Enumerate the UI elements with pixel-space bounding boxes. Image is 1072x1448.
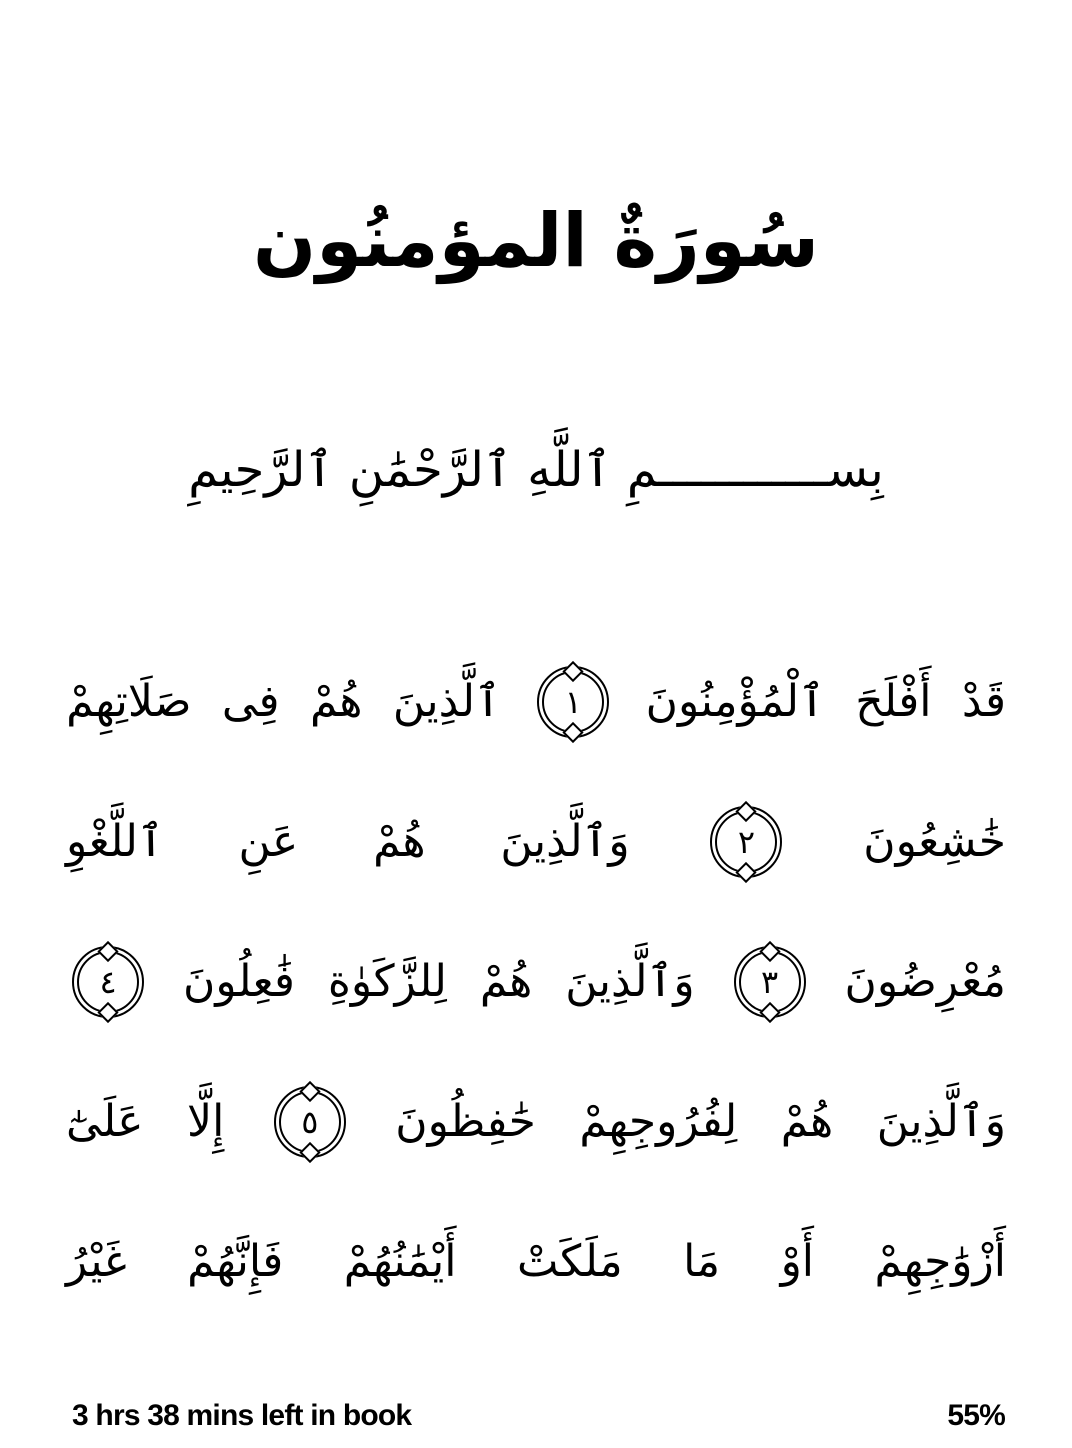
- verse-word: مَلَكَتْ: [517, 1236, 623, 1288]
- verse-word: هُمْ: [479, 956, 533, 1008]
- verse-word: هُمْ: [309, 676, 363, 728]
- verse-word: فَٰعِلُونَ: [183, 956, 295, 1008]
- verse-word: وَٱلَّذِينَ: [500, 816, 630, 868]
- verse-word: وَٱلَّذِينَ: [565, 956, 695, 1008]
- verse-word: خَٰشِعُونَ: [863, 816, 1006, 868]
- verse-line: [66, 1052, 1006, 1192]
- ayah-end-medallion: [537, 666, 609, 738]
- verse-word: أَوْ: [780, 1236, 815, 1288]
- surah-title: سُورَةٌ المؤمنُون: [253, 198, 819, 284]
- verse-word: أَزْوَٰجِهِمْ: [874, 1236, 1006, 1288]
- verse-line: [66, 1192, 1006, 1332]
- reading-progress-percent: 55%: [947, 1399, 1005, 1432]
- verse-word: صَلَاتِهِمْ: [66, 676, 192, 728]
- ayah-number: ١: [564, 683, 582, 721]
- verse-word: غَيْرُ: [66, 1236, 127, 1288]
- verse-word: فِى: [221, 676, 280, 728]
- verse-line: [66, 912, 1006, 1052]
- verse-word: أَفْلَحَ: [855, 676, 932, 728]
- verse-word: عَنِ: [238, 816, 299, 868]
- verse-word: مَا: [683, 1236, 721, 1288]
- verse-word: لِفُرُوجِهِمْ: [579, 1096, 738, 1148]
- ayah-end-medallion: [72, 946, 144, 1018]
- verse-word: ٱللَّغْوِ: [66, 816, 164, 868]
- verse-line: [66, 632, 1006, 772]
- verse-word: عَلَىٰٓ: [66, 1096, 144, 1148]
- verse-word: أَيْمَٰنُهُمْ: [343, 1236, 457, 1288]
- ayah-end-medallion: [274, 1086, 346, 1158]
- verse-word: فَإِنَّهُمْ: [187, 1236, 284, 1288]
- verse-word: حَٰفِظُونَ: [395, 1096, 536, 1148]
- verse-text-block: [66, 632, 1006, 1332]
- ayah-number: ٥: [301, 1103, 319, 1141]
- verse-word: إِلَّا: [187, 1096, 225, 1148]
- verse-line: [66, 772, 1006, 912]
- verse-word: مُعْرِضُونَ: [844, 956, 1006, 1008]
- time-left-in-book-label: 3 hrs 38 mins left in book: [72, 1399, 412, 1432]
- verse-word: قَدْ: [961, 676, 1006, 728]
- verse-word: هُمْ: [780, 1096, 834, 1148]
- ayah-number: ٤: [99, 963, 117, 1001]
- verse-word: هُمْ: [373, 816, 426, 868]
- ayah-number: ٢: [737, 823, 756, 861]
- verse-word: وَٱلَّذِينَ: [876, 1096, 1006, 1148]
- ayah-end-medallion: [710, 806, 782, 878]
- bismillah-calligraphy: بِســــــــــــمِ ٱللَّهِ ٱلرَّحْمَٰنِ ٱلرَّحِيمِ: [188, 442, 884, 498]
- ayah-number: ٣: [760, 963, 779, 1001]
- ayah-end-medallion: [734, 946, 806, 1018]
- verse-word: ٱلْمُؤْمِنُونَ: [645, 676, 825, 728]
- verse-word: لِلزَّكَوٰةِ: [327, 956, 447, 1008]
- verse-word: ٱلَّذِينَ: [392, 676, 501, 728]
- reader-status-bar: [72, 1399, 1005, 1433]
